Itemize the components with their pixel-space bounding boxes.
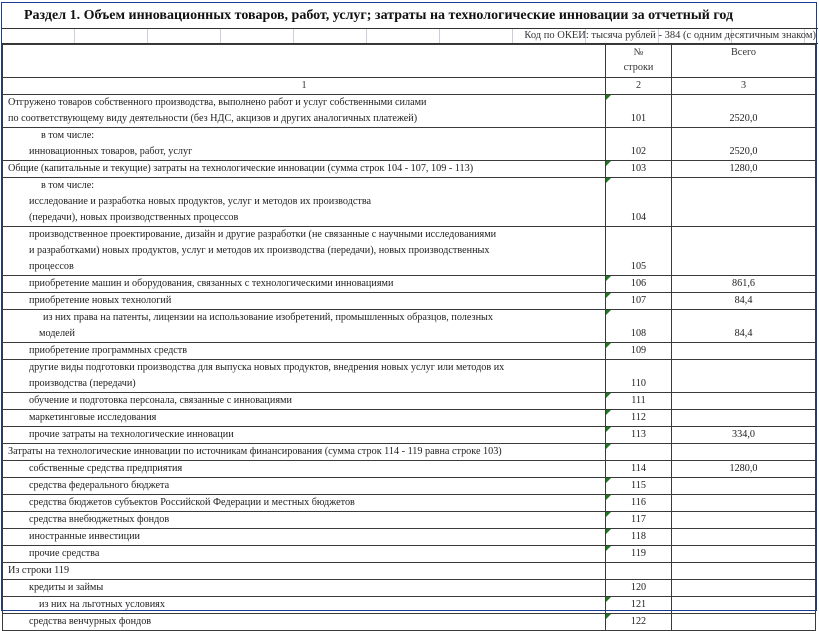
row-value[interactable]: [672, 478, 816, 495]
table-row: [3, 614, 816, 631]
table-row: [3, 95, 816, 128]
table-header-row: [3, 45, 816, 78]
table-row: [3, 178, 816, 227]
table-row: [3, 427, 816, 444]
row-label[interactable]: иностранные инвестиции: [3, 529, 606, 546]
row-line-number[interactable]: 118: [606, 529, 672, 546]
row-label[interactable]: приобретение новых технологий: [3, 293, 606, 310]
row-line-number[interactable]: 120: [606, 580, 672, 597]
cell-marker-icon: [606, 95, 611, 100]
table-row: [3, 360, 816, 393]
row-line-number[interactable]: 114: [606, 461, 672, 478]
row-label[interactable]: Общие (капитальные и текущие) затраты на технологические инновации (сумма строк 104 - 107, 109 - 113): [3, 161, 606, 178]
row-label[interactable]: собственные средства предприятия: [3, 461, 606, 478]
row-label[interactable]: из них права на патенты, лицензии на использование изобретений, промышленных образцов, полезных моделей: [3, 310, 606, 343]
row-line-number[interactable]: 105: [606, 227, 672, 276]
cell-marker-icon: [606, 393, 611, 398]
row-label[interactable]: Из строки 119: [3, 563, 606, 580]
row-value[interactable]: 84,4: [672, 310, 816, 343]
table-row: [3, 161, 816, 178]
row-value[interactable]: [672, 343, 816, 360]
column-number-1: 1: [3, 78, 606, 95]
row-line-number[interactable]: 112: [606, 410, 672, 427]
header-cell-line-number: № строки: [606, 45, 672, 78]
cell-marker-icon: [606, 410, 611, 415]
row-line-number[interactable]: 111: [606, 393, 672, 410]
cell-marker-icon: [606, 546, 611, 551]
row-value[interactable]: 2520,0: [672, 95, 816, 128]
row-label[interactable]: производственное проектирование, дизайн и другие разработки (не связанные с научными исследованиями и разработками) новых продуктов, услуг и методов их производства (передачи), новых производственных процессов: [3, 227, 606, 276]
row-line-number[interactable]: 106: [606, 276, 672, 293]
form-sheet: [1, 2, 817, 627]
header-cell-name: [3, 45, 606, 78]
row-value[interactable]: [672, 546, 816, 563]
table-row: [3, 343, 816, 360]
row-value[interactable]: 1280,0: [672, 161, 816, 178]
row-label[interactable]: прочие средства: [3, 546, 606, 563]
cell-marker-icon: [606, 427, 611, 432]
cell-marker-icon: [606, 512, 611, 517]
row-line-number[interactable]: 108: [606, 310, 672, 343]
row-line-number[interactable]: 115: [606, 478, 672, 495]
table-row: [3, 410, 816, 427]
table-row: [3, 293, 816, 310]
table-row: [3, 512, 816, 529]
row-value[interactable]: [672, 393, 816, 410]
row-label[interactable]: прочие затраты на технологические инновации: [3, 427, 606, 444]
row-value[interactable]: 84,4: [672, 293, 816, 310]
cell-marker-icon: [606, 161, 611, 166]
row-value[interactable]: [672, 614, 816, 631]
row-label[interactable]: другие виды подготовки производства для выпуска новых продуктов, внедрения новых услуг или методов их производства (передачи): [3, 360, 606, 393]
row-line-number[interactable]: [606, 444, 672, 461]
row-line-number[interactable]: 107: [606, 293, 672, 310]
row-line-number[interactable]: 113: [606, 427, 672, 444]
row-label[interactable]: Отгружено товаров собственного производства, выполнено работ и услуг собственными силами по соответствующему виду деятельности (без НДС, акцизов и других аналогичных платежей): [3, 95, 606, 128]
row-value[interactable]: [672, 512, 816, 529]
table-row: [3, 546, 816, 563]
cell-marker-icon: [606, 444, 611, 449]
row-line-number[interactable]: [606, 563, 672, 580]
row-value[interactable]: 861,6: [672, 276, 816, 293]
row-value[interactable]: [672, 529, 816, 546]
row-value[interactable]: 334,0: [672, 427, 816, 444]
row-label[interactable]: средства внебюджетных фондов: [3, 512, 606, 529]
row-label[interactable]: кредиты и займы: [3, 580, 606, 597]
row-line-number[interactable]: 109: [606, 343, 672, 360]
row-label[interactable]: в том числе: исследование и разработка новых продуктов, услуг и методов их производства (передачи), новых производственных процессов: [3, 178, 606, 227]
row-line-number[interactable]: 117: [606, 512, 672, 529]
table-row: [3, 128, 816, 161]
data-table: [2, 44, 816, 631]
row-value[interactable]: [672, 580, 816, 597]
table-row: [3, 478, 816, 495]
row-label[interactable]: средства бюджетов субъектов Российской Федерации и местных бюджетов: [3, 495, 606, 512]
row-line-number[interactable]: 119: [606, 546, 672, 563]
column-number-2: 2: [606, 78, 672, 95]
row-label[interactable]: приобретение программных средств: [3, 343, 606, 360]
row-line-number[interactable]: 122: [606, 614, 672, 631]
cell-marker-icon: [606, 293, 611, 298]
row-line-number[interactable]: 102: [606, 128, 672, 161]
row-value[interactable]: 1280,0: [672, 461, 816, 478]
row-value[interactable]: [672, 410, 816, 427]
table-row: [3, 580, 816, 597]
section-title: Раздел 1. Объем инновационных товаров, работ, услуг; затраты на технологические инновации за отчетный год: [2, 3, 818, 29]
row-line-number[interactable]: 110: [606, 360, 672, 393]
header-cell-total: Всего: [672, 45, 816, 78]
table-row: [3, 495, 816, 512]
row-line-number[interactable]: 121: [606, 597, 672, 614]
table-row: [3, 276, 816, 293]
okei-code-note: Код по ОКЕИ: тысяча рублей - 384 (с одним десятичным знаком): [2, 29, 818, 44]
cell-marker-icon: [606, 178, 611, 183]
table-row: [3, 227, 816, 276]
cell-marker-icon: [606, 614, 611, 619]
row-label[interactable]: из них на льготных условиях: [3, 597, 606, 614]
table-row: [3, 563, 816, 580]
table-row: [3, 597, 816, 614]
row-line-number[interactable]: 101: [606, 95, 672, 128]
table-row: [3, 393, 816, 410]
row-label[interactable]: средства федерального бюджета: [3, 478, 606, 495]
row-line-number[interactable]: 103: [606, 161, 672, 178]
row-label[interactable]: приобретение машин и оборудования, связанных с технологическими инновациями: [3, 276, 606, 293]
table-row: [3, 461, 816, 478]
cell-marker-icon: [606, 478, 611, 483]
row-value[interactable]: [672, 178, 816, 227]
row-label[interactable]: средства венчурных фондов: [3, 614, 606, 631]
cell-marker-icon: [606, 310, 611, 315]
row-value[interactable]: [672, 597, 816, 614]
table-row: [3, 444, 816, 461]
row-value[interactable]: [672, 563, 816, 580]
table-row: [3, 310, 816, 343]
cell-marker-icon: [606, 343, 611, 348]
row-line-number[interactable]: 116: [606, 495, 672, 512]
cell-marker-icon: [606, 276, 611, 281]
row-line-number[interactable]: 104: [606, 178, 672, 227]
row-value[interactable]: [672, 444, 816, 461]
cell-marker-icon: [606, 597, 611, 602]
table-row: [3, 529, 816, 546]
row-value[interactable]: [672, 227, 816, 276]
row-value[interactable]: 2520,0: [672, 128, 816, 161]
row-value[interactable]: [672, 495, 816, 512]
row-label[interactable]: обучение и подготовка персонала, связанные с инновациями: [3, 393, 606, 410]
row-value[interactable]: [672, 360, 816, 393]
cell-marker-icon: [606, 529, 611, 534]
column-number-3: 3: [672, 78, 816, 95]
row-label[interactable]: в том числе: инновационных товаров, работ, услуг: [3, 128, 606, 161]
cell-marker-icon: [606, 495, 611, 500]
row-label[interactable]: маркетинговые исследования: [3, 410, 606, 427]
row-label[interactable]: Затраты на технологические инновации по источникам финансирования (сумма строк 114 - 119 равна строке 103): [3, 444, 606, 461]
column-numbers-row: [3, 78, 816, 95]
